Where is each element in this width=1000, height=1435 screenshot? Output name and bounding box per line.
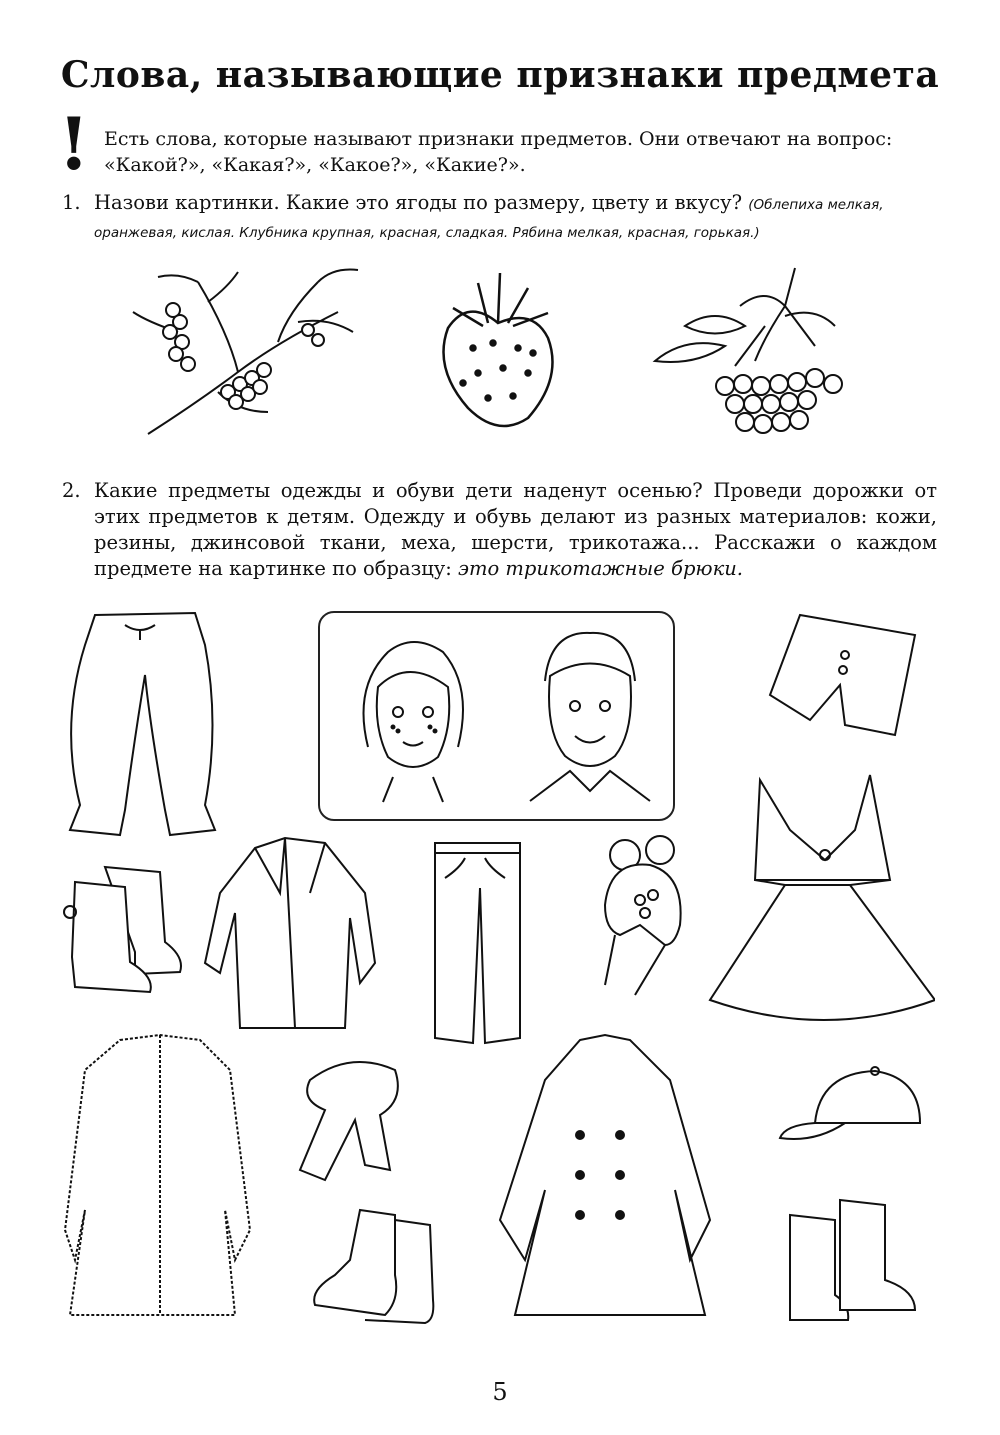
leather-boots-picture — [305, 1205, 440, 1325]
task-1-hint-start: (Облепиха мелкая, — [748, 197, 884, 213]
task-1-hint-end: оранжевая, кислая. Клубника крупная, красная, сладкая. Рябина мелкая, красная, горькая.) — [94, 225, 760, 241]
rule-note-line-2: «Какой?», «Какая?», «Какое?», «Какие?». — [104, 154, 526, 176]
knitted-pants-picture — [55, 605, 225, 845]
task-1 — [62, 190, 937, 246]
task-1-question: Назови картинки. Какие это ягоды по размеру, цвету и вкусу? — [94, 191, 743, 214]
task-1-text — [94, 190, 937, 246]
task-1-number: 1. — [62, 191, 81, 214]
rule-note-line-1: Есть слова, которые называют признаки предметов. Они отвечают на вопрос: — [104, 128, 893, 150]
fur-coat-picture — [60, 1030, 255, 1320]
page-title: Слова, называющие признаки предмета — [60, 54, 940, 96]
felt-boots-picture — [60, 862, 188, 997]
task-2-question: Какие предметы одежды и обуви дети наденут осенью? Проведи дорожки от этих предметов к детям. Одежду и обувь делают из разных материалов: кожи, резины, джинсовой ткани, меха, шерсти, трикотажа... Расскажи о каждом предмете на картинке по образцу: — [94, 479, 937, 580]
shorts-picture — [765, 610, 920, 740]
sea-buckthorn-picture — [118, 262, 368, 440]
scarf-picture — [295, 1050, 410, 1190]
knitted-hat-picture — [595, 835, 690, 1005]
dress-picture — [705, 770, 935, 1035]
leather-jacket-picture — [200, 833, 380, 1033]
task-2 — [62, 478, 937, 582]
cap-picture — [775, 1063, 925, 1148]
task-2-text — [94, 478, 937, 582]
coat-picture — [490, 1030, 725, 1320]
exclamation-mark-icon: ! — [58, 101, 90, 186]
rowan-picture — [645, 266, 855, 440]
girl-face-picture — [348, 627, 478, 807]
children-portrait-frame — [318, 611, 675, 821]
page-number: 5 — [492, 1378, 508, 1406]
task-2-number: 2. — [62, 479, 81, 502]
task-2-example: это трикотажные брюки. — [458, 557, 743, 580]
strawberry-picture — [428, 268, 568, 440]
jeans-picture — [425, 838, 525, 1048]
boy-face-picture — [520, 621, 660, 809]
rule-note — [104, 126, 944, 178]
rubber-boots-picture — [780, 1195, 920, 1325]
